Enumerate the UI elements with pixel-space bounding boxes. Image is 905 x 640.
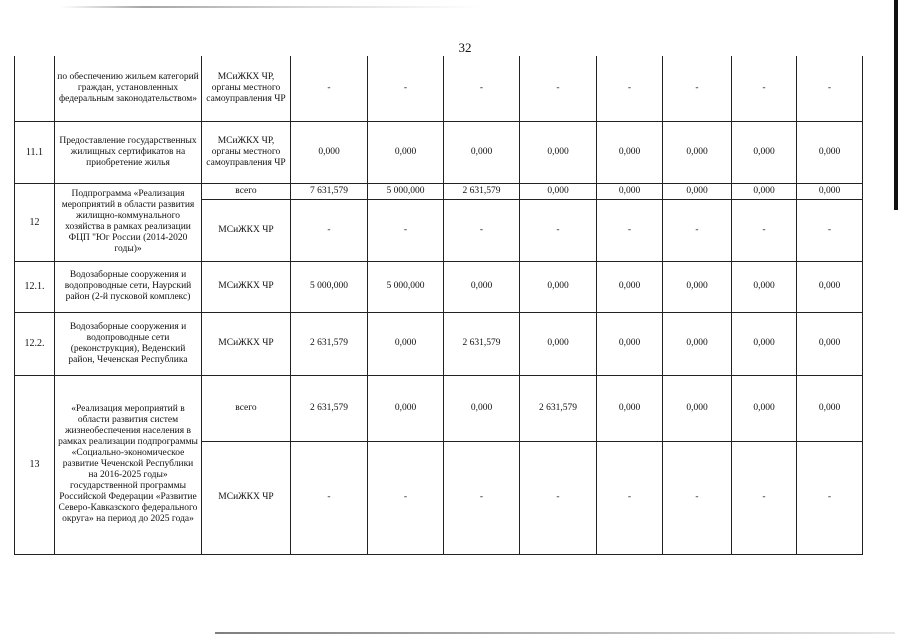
cell-value: 0,000 <box>520 121 597 183</box>
row-executor: МСиЖКХ ЧР, органы местного самоуправления ЧР <box>202 56 291 121</box>
cell-value: 0,000 <box>597 183 663 199</box>
row-executor: МСиЖКХ ЧР <box>202 441 291 554</box>
cell-value: 0,000 <box>797 183 863 199</box>
row-number: 12 <box>15 183 55 261</box>
cell-value: 0,000 <box>597 312 663 375</box>
row-executor: МСиЖКХ ЧР <box>202 261 291 312</box>
cell-value: 2 631,579 <box>520 375 597 441</box>
cell-value: - <box>444 56 520 121</box>
row-executor: МСиЖКХ ЧР <box>202 199 291 261</box>
cell-value: 0,000 <box>797 312 863 375</box>
table-row <box>15 56 863 121</box>
row-name: Водозаборные сооружения и водопроводные сети, Наурский район (2-й пусковой комплекс) <box>55 261 202 312</box>
cell-value: 0,000 <box>368 121 444 183</box>
row-executor: МСиЖКХ ЧР <box>202 312 291 375</box>
cell-value: - <box>444 199 520 261</box>
row-executor: МСиЖКХ ЧР, органы местного самоуправления ЧР <box>202 121 291 183</box>
cell-value: 0,000 <box>663 312 732 375</box>
cell-value: 0,000 <box>797 121 863 183</box>
scan-artifact-right-edge <box>894 0 898 210</box>
cell-value: 2 631,579 <box>444 312 520 375</box>
cell-value: 2 631,579 <box>444 183 520 199</box>
cell-value: - <box>368 56 444 121</box>
row-name: Водозаборные сооружения и водопроводные сети (реконструкция), Веденский район, Чеченская Республика <box>55 312 202 375</box>
cell-value: - <box>520 56 597 121</box>
table-row <box>15 312 863 375</box>
cell-value: 0,000 <box>663 121 732 183</box>
cell-value: - <box>597 441 663 554</box>
cell-value: - <box>368 199 444 261</box>
row-executor-total: всего <box>202 183 291 199</box>
cell-value: 0,000 <box>663 261 732 312</box>
cell-value: 5 000,000 <box>291 261 368 312</box>
cell-value: 0,000 <box>732 312 797 375</box>
cell-value: - <box>368 441 444 554</box>
cell-value: 0,000 <box>520 183 597 199</box>
row-name: по обеспечению жильем категорий граждан, установленных федеральным законодательством» <box>55 56 202 121</box>
row-number: 11.1 <box>15 121 55 183</box>
row-number <box>15 56 55 121</box>
table-row <box>15 121 863 183</box>
cell-value: - <box>520 441 597 554</box>
cell-value: - <box>663 56 732 121</box>
cell-value: 7 631,579 <box>291 183 368 199</box>
cell-value: 0,000 <box>597 375 663 441</box>
cell-value: 0,000 <box>663 183 732 199</box>
row-number: 12.1. <box>15 261 55 312</box>
cell-value: - <box>291 441 368 554</box>
cell-value: 0,000 <box>520 261 597 312</box>
cell-value: - <box>732 441 797 554</box>
cell-value: - <box>291 199 368 261</box>
cell-value: - <box>797 199 863 261</box>
row-number: 12.2. <box>15 312 55 375</box>
cell-value: 0,000 <box>291 121 368 183</box>
cell-value: 2 631,579 <box>291 375 368 441</box>
cell-value: 0,000 <box>520 312 597 375</box>
row-name: «Реализация мероприятий в области развития систем жизнеобеспечения населения в рамках реализации подпрограммы «Социально-экономическое развитие Чеченской Республики на 2016-2025 годы» государственной программы Российской Федерации «Развитие Северо-Кавказского федерального округа» на период до 2025 года» <box>55 375 202 554</box>
cell-value: - <box>732 56 797 121</box>
cell-value: 0,000 <box>732 261 797 312</box>
cell-value: 0,000 <box>732 183 797 199</box>
cell-value: 0,000 <box>663 375 732 441</box>
cell-value: - <box>291 56 368 121</box>
table-row <box>15 183 863 199</box>
cell-value: 2 631,579 <box>291 312 368 375</box>
cell-value: 0,000 <box>444 375 520 441</box>
cell-value: 0,000 <box>444 121 520 183</box>
cell-value: 5 000,000 <box>368 261 444 312</box>
cell-value: 0,000 <box>597 121 663 183</box>
cell-value: - <box>597 199 663 261</box>
table-row <box>15 375 863 441</box>
cell-value: - <box>663 199 732 261</box>
scan-artifact-top <box>60 6 480 8</box>
cell-value: 0,000 <box>797 261 863 312</box>
row-number: 13 <box>15 375 55 554</box>
cell-value: 0,000 <box>797 375 863 441</box>
row-name: Подпрограмма «Реализация мероприятий в области развития жилищно-коммунального хозяйства в рамках реализации ФЦП "Юг России (2014-2020 годы)» <box>55 183 202 261</box>
row-name: Предоставление государственных жилищных сертификатов на приобретение жилья <box>55 121 202 183</box>
row-executor-total: всего <box>202 375 291 441</box>
budget-table <box>14 56 863 555</box>
page-number: 32 <box>458 40 472 55</box>
cell-value: 0,000 <box>368 312 444 375</box>
cell-value: - <box>732 199 797 261</box>
cell-value: - <box>597 56 663 121</box>
cell-value: - <box>797 441 863 554</box>
cell-value: - <box>797 56 863 121</box>
table-row <box>15 261 863 312</box>
cell-value: - <box>520 199 597 261</box>
scan-artifact-bottom <box>215 632 895 634</box>
cell-value: 5 000,000 <box>368 183 444 199</box>
cell-value: - <box>663 441 732 554</box>
cell-value: 0,000 <box>597 261 663 312</box>
cell-value: 0,000 <box>732 375 797 441</box>
cell-value: 0,000 <box>368 375 444 441</box>
cell-value: 0,000 <box>444 261 520 312</box>
cell-value: - <box>444 441 520 554</box>
cell-value: 0,000 <box>732 121 797 183</box>
